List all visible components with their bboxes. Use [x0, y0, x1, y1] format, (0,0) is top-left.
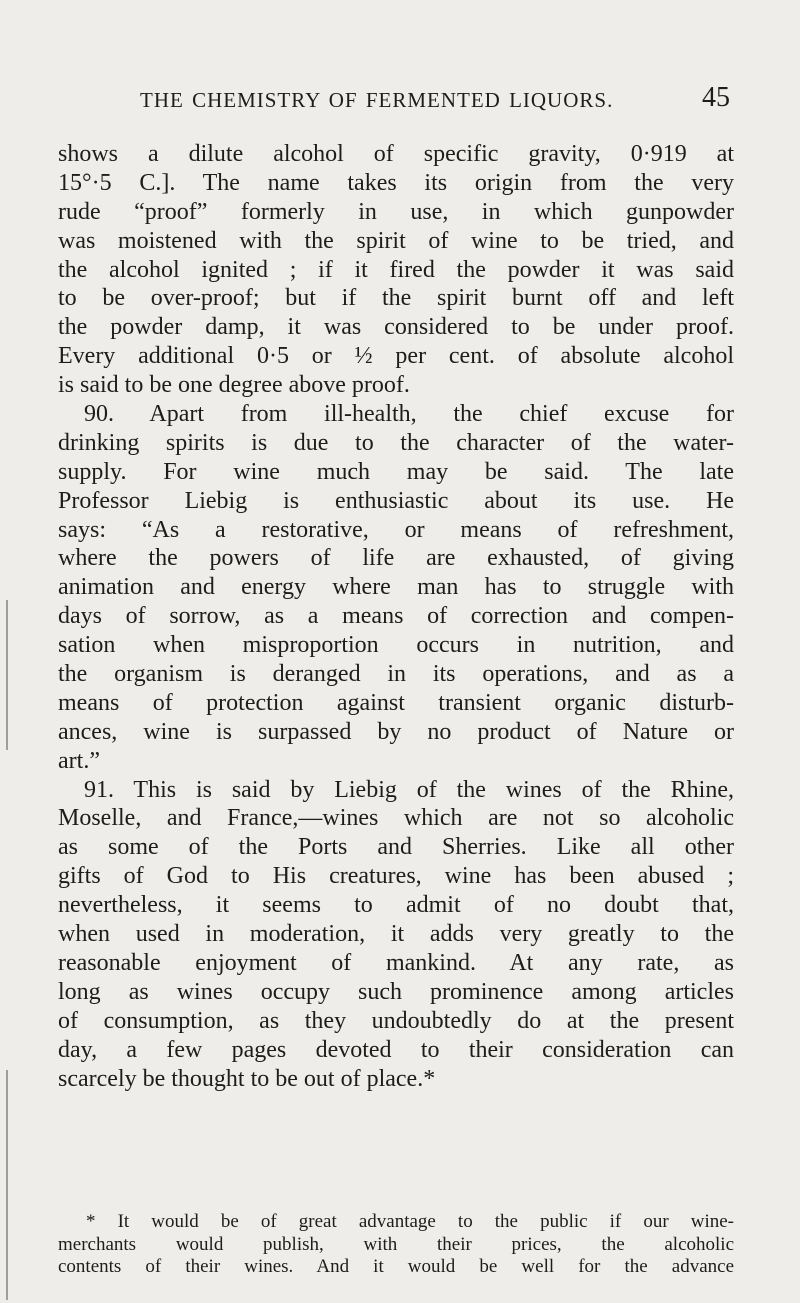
- text-line: drinking spirits is due to the character of the water-: [58, 429, 734, 456]
- footnote-line: contents of their wines. And it would be well for the advance: [58, 1256, 734, 1277]
- text-line: to be over-proof; but if the spirit burnt off and left: [58, 285, 734, 312]
- text-line: the organism is deranged in its operations, and as a: [58, 661, 734, 688]
- text-line: says: “As a restorative, or means of refreshment,: [58, 516, 734, 543]
- text-line: 15°·5 C.]. The name takes its origin from the very: [58, 169, 734, 196]
- text-line: nevertheless, it seems to admit of no doubt that,: [58, 892, 734, 919]
- text-line: rude “proof” formerly in use, in which gunpowder: [58, 198, 734, 225]
- text-line: means of protection against transient organic disturb-: [58, 689, 734, 716]
- text-line: gifts of God to His creatures, wine has been abused ;: [58, 863, 734, 890]
- page-edge-mark: [6, 600, 8, 750]
- page-edge-mark: [6, 1070, 8, 1300]
- text-line: the alcohol ignited ; if it fired the powder it was said: [58, 256, 734, 283]
- text-line: long as wines occupy such prominence among articles: [58, 978, 734, 1005]
- text-line: is said to be one degree above proof.: [58, 372, 410, 399]
- footnote-line: merchants would publish, with their prices, the alcoholic: [58, 1233, 734, 1255]
- page-number: 45: [702, 82, 730, 113]
- text-line: shows a dilute alcohol of specific gravity, 0·919 at: [58, 141, 734, 167]
- text-line: animation and energy where man has to struggle with: [58, 574, 734, 601]
- text-line: sation when misproportion occurs in nutrition, and: [58, 632, 734, 659]
- running-title: THE CHEMISTRY OF FERMENTED LIQUORS.: [140, 88, 614, 112]
- text-line: as some of the Ports and Sherries. Like all other: [58, 834, 734, 861]
- text-line: the powder damp, it was considered to be under proof.: [58, 314, 734, 341]
- text-line: was moistened with the spirit of wine to be tried, and: [58, 227, 734, 254]
- footnote-line: * It would be of great advantage to the public if our wine-: [86, 1211, 734, 1232]
- text-line: reasonable enjoyment of mankind. At any rate, as: [58, 949, 734, 976]
- text-line: art.”: [58, 747, 100, 774]
- body-text: [58, 140, 734, 1093]
- paragraph-90-start: 90. Apart from ill-health, the chief excuse for: [84, 401, 734, 428]
- text-line: scarcely be thought to be out of place.*: [58, 1065, 436, 1092]
- text-line: days of sorrow, as a means of correction and compen-: [58, 603, 734, 630]
- text-line: where the powers of life are exhausted, of giving: [58, 545, 734, 572]
- text-line: Every additional 0·5 or ½ per cent. of absolute alcohol: [58, 343, 734, 370]
- running-head: [140, 82, 730, 118]
- footnote: [58, 1211, 734, 1279]
- text-line: day, a few pages devoted to their consideration can: [58, 1036, 734, 1063]
- text-line: when used in moderation, it adds very greatly to the: [58, 921, 734, 948]
- text-line: supply. For wine much may be said. The late: [58, 458, 734, 485]
- paragraph-91-start: 91. This is said by Liebig of the wines of the Rhine,: [84, 776, 734, 803]
- text-line: Professor Liebig is enthusiastic about its use. He: [58, 487, 734, 514]
- text-line: ances, wine is surpassed by no product of Nature or: [58, 718, 734, 745]
- text-line: of consumption, as they undoubtedly do at the present: [58, 1007, 734, 1034]
- text-line: Moselle, and France,—wines which are not so alcoholic: [58, 805, 734, 832]
